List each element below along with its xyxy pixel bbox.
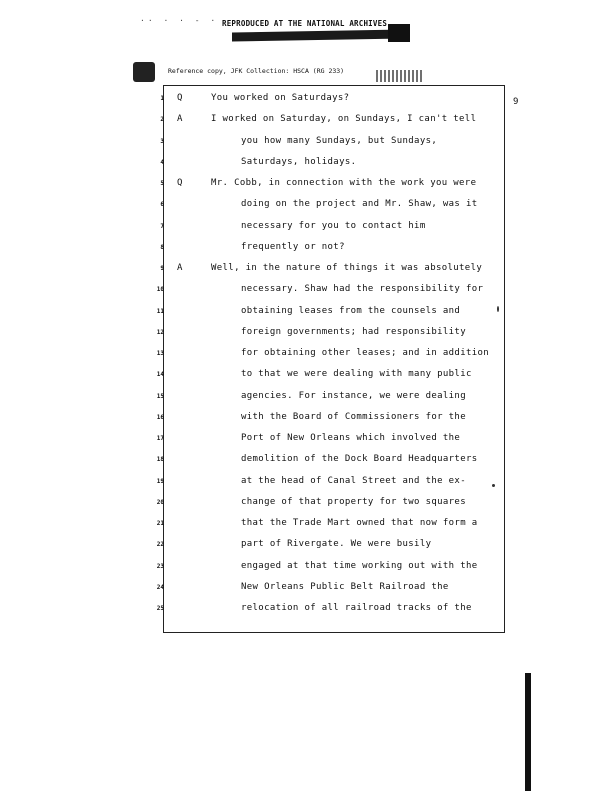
transcript-line bbox=[140, 241, 512, 261]
transcript-line bbox=[140, 262, 512, 282]
line-text: relocation of all railroad tracks of the bbox=[241, 603, 472, 613]
line-number: 4 bbox=[160, 158, 164, 166]
transcript-line bbox=[140, 475, 512, 495]
transcript-line bbox=[140, 347, 512, 367]
transcript-line bbox=[140, 368, 512, 388]
transcript-line bbox=[140, 517, 512, 537]
line-number: 22 bbox=[156, 541, 164, 549]
line-text: Mr. Cobb, in connection with the work you were bbox=[211, 178, 477, 188]
archive-stamp-bar bbox=[232, 29, 408, 41]
line-text: You worked on Saturdays? bbox=[211, 93, 350, 103]
line-number: 18 bbox=[156, 456, 164, 464]
line-number: 7 bbox=[160, 222, 164, 230]
line-text: necessary. Shaw had the responsibility for bbox=[241, 284, 484, 295]
line-text: Port of New Orleans which involved the bbox=[241, 433, 461, 443]
transcript-line bbox=[140, 538, 512, 558]
line-number: 6 bbox=[160, 201, 164, 209]
line-number: 14 bbox=[156, 371, 164, 379]
line-number: 21 bbox=[156, 520, 164, 527]
archive-stamp-mark bbox=[388, 24, 410, 42]
transcript-line bbox=[140, 496, 512, 516]
line-text: at the head of Canal Street and the ex- bbox=[241, 475, 466, 486]
line-number: 9 bbox=[160, 265, 164, 272]
line-text: I worked on Saturday, on Sundays, I can't tell bbox=[211, 114, 477, 125]
line-number: 8 bbox=[160, 243, 164, 251]
transcript-line bbox=[140, 220, 512, 240]
line-number: 24 bbox=[156, 583, 164, 591]
transcript-line bbox=[140, 581, 512, 601]
line-number: 13 bbox=[156, 350, 164, 357]
speaker-label: A bbox=[177, 263, 183, 273]
line-text: you how many Sundays, but Sundays, bbox=[241, 135, 438, 146]
transcript-line bbox=[140, 602, 512, 622]
speaker-label: A bbox=[177, 114, 183, 125]
line-text: part of Rivergate. We were busily bbox=[241, 539, 432, 550]
transcript-line bbox=[140, 432, 512, 452]
line-number: 12 bbox=[156, 328, 164, 336]
transcript-line bbox=[140, 560, 512, 580]
line-number: 11 bbox=[156, 307, 164, 315]
line-text: Well, in the nature of things it was absolutely bbox=[211, 263, 483, 273]
line-number: 5 bbox=[160, 180, 164, 187]
line-number: 16 bbox=[156, 413, 164, 421]
line-number: 17 bbox=[156, 435, 164, 442]
line-text: doing on the project and Mr. Shaw, was it bbox=[241, 199, 478, 210]
line-number: 1 bbox=[160, 95, 164, 102]
transcript-line bbox=[140, 135, 512, 155]
line-text: agencies. For instance, we were dealing bbox=[241, 390, 466, 401]
scan-noise: ·· · · - · bbox=[140, 16, 219, 25]
line-number: 19 bbox=[156, 477, 164, 485]
line-text: to that we were dealing with many public bbox=[241, 369, 472, 380]
transcript-line bbox=[140, 411, 512, 431]
line-text: demolition of the Dock Board Headquarters bbox=[241, 454, 478, 465]
scan-smudge bbox=[376, 70, 422, 82]
line-text: New Orleans Public Belt Railroad the bbox=[241, 581, 449, 592]
transcript-line bbox=[140, 305, 512, 325]
speaker-label: Q bbox=[177, 93, 183, 103]
transcript-line bbox=[140, 156, 512, 176]
transcript-line bbox=[140, 453, 512, 473]
line-number: 20 bbox=[156, 498, 164, 506]
transcript-line bbox=[140, 326, 512, 346]
archives-header: REPRODUCED AT THE NATIONAL ARCHIVES bbox=[222, 19, 388, 28]
line-text: change of that property for two squares bbox=[241, 496, 466, 507]
transcript-line bbox=[140, 92, 512, 112]
scan-blot bbox=[133, 62, 155, 82]
speaker-label: Q bbox=[177, 178, 183, 188]
line-text: that the Trade Mart owned that now form a bbox=[241, 518, 478, 528]
line-text: necessary for you to contact him bbox=[241, 220, 426, 231]
transcript-line bbox=[140, 283, 512, 303]
line-number: 23 bbox=[156, 562, 164, 570]
line-number: 10 bbox=[156, 286, 164, 294]
page-number: 9 bbox=[513, 97, 519, 107]
ink-speck bbox=[497, 306, 499, 312]
transcript-line bbox=[140, 113, 512, 133]
reference-line: Reference copy, JFK Collection: HSCA (RG 233) bbox=[168, 67, 345, 75]
transcript-line bbox=[140, 177, 512, 197]
line-text: foreign governments; had responsibility bbox=[241, 326, 466, 337]
line-text: engaged at that time working out with the bbox=[241, 560, 478, 571]
transcript-line bbox=[140, 390, 512, 410]
line-text: Saturdays, holidays. bbox=[241, 156, 357, 167]
line-number: 15 bbox=[156, 392, 164, 400]
line-text: for obtaining other leases; and in addition bbox=[241, 348, 490, 358]
line-text: frequently or not? bbox=[241, 241, 345, 252]
line-text: with the Board of Commissioners for the bbox=[241, 411, 466, 422]
line-number: 3 bbox=[160, 137, 164, 145]
line-number: 2 bbox=[160, 116, 164, 124]
transcript-line bbox=[140, 198, 512, 218]
scan-edge-bar bbox=[525, 673, 531, 791]
ink-speck bbox=[492, 484, 495, 487]
line-number: 25 bbox=[156, 605, 164, 612]
line-text: obtaining leases from the counsels and bbox=[241, 305, 461, 316]
